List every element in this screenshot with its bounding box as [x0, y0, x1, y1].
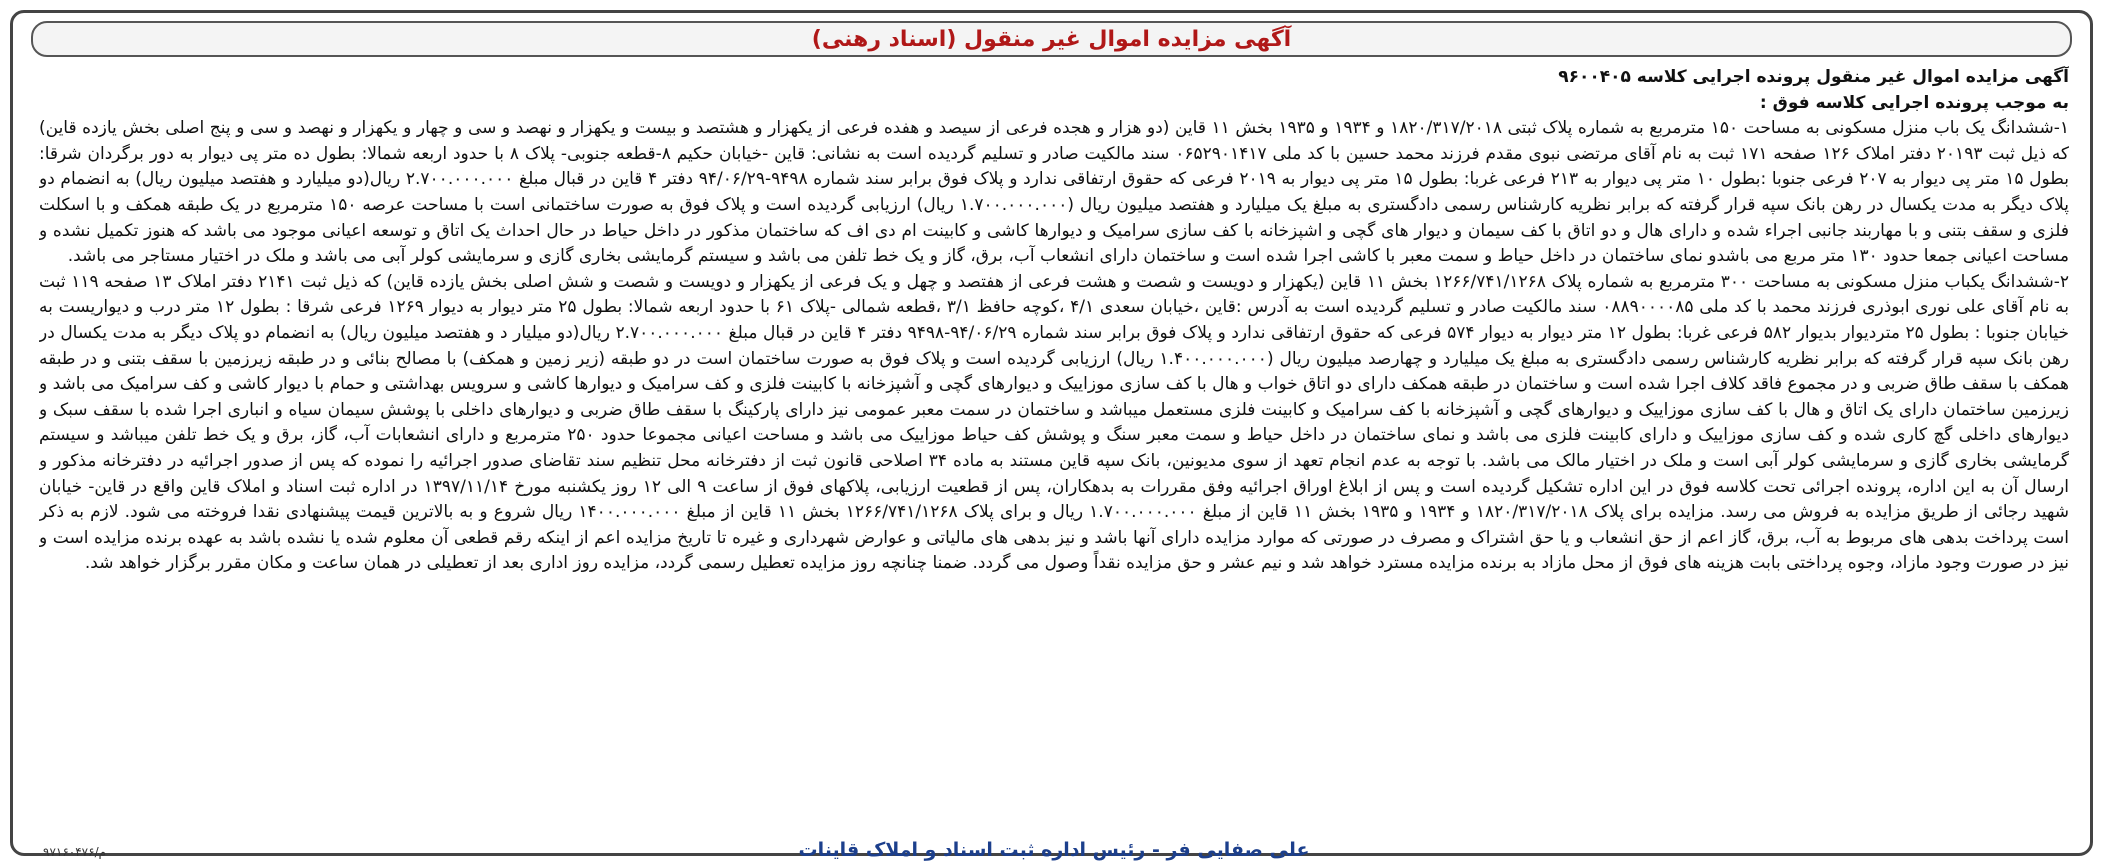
item-1-paragraph: ۱-ششدانگ یک باب منزل مسکونی به مساحت ۱۵۰ مترمربع به شماره پلاک ثبتی ۱۸۲۰/۳۱۷/۲۰۱۸ و ۱۹۳۴ و ۱۹۳۵ بخش ۱۱ قاین (دو هزار و هجده فرعی از سیصد و هفده فرعی از یکهزار و هشتصد و بیست و یکهزار و نهصد و سی و چهار و یکهزار و نهصد و سی و پنج اصلی بخش یازده قاین) که ذیل ثبت ۲۰۱۹۳ دفتر املاک ۱۲۶ صفحه ۱۷۱ ثبت به نام آقای مرتضی نبوی مقدم فرزند محمد حسین با کد ملی ۰۶۵۲۹۰۱۴۱۷ سند مالکیت صادر و تسلیم گردیده است به نشانی: قاین -خیابان حکیم ۸-قطعه جنوبی- پلاک ۸ با حدود اربعه شمالا: بطول ده متر پی دیوار به دور برگردان شرقا: بطول ۱۵ متر پی دیوار به ۲۰۷ فرعی جنوبا :بطول ۱۰ متر پی دیوار به ۲۱۳ فرعی غربا: بطول ۱۵ متر پی دیوار به ۲۰۱۹ فرعی که حقوق ارتفاقی ندارد و پلاک فوق برابر سند شماره ۹۴۹۸-۹۴/۰۶/۲۹ دفتر ۴ قاین در قبال مبلغ ۲.۷۰۰.۰۰۰.۰۰۰ ریال(دو میلیارد و هفتصد میلیون ریال) به انضمام دو پلاک دیگر به مدت یکسال در رهن بانک سپه قرار گرفته که برابر نظریه کارشناس رسمی دادگستری به مبلغ یک میلیارد و هفتصد میلیون ریال (۱.۷۰۰.۰۰۰.۰۰۰ ریال) ارزیابی گردیده است و پلاک فوق به صورت ساختمانی است با مساحت عرصه ۱۵۰ مترمربع در یک طبقه همکف و با اسکلت فلزی و سقف بتنی و با مهاربند جانبی اجراء شده و دارای هال و دو اتاق با کف سیمان و دیوار های گچی و اشپزخانه با کف سازی سرامیک و دیوارها کاشی و کابینت ام دی اف که ساختمان مذکور در داخل حیاط در حال احداث یک اتاق و توسعه اعیانی موجود می باشد که هنوز تکمیل نشده و مساحت اعیانی جمعا حدود ۱۳۰ متر مربع می باشدو نمای ساختمان در داخل حیاط و سمت معبر با کاشی اجرا شده است و ساختمان دارای انشعاب آب، برق، گاز و یک خط تلفن می باشد و سیستم گرمایشی بخاری گازی و سرمایشی کولر آبی می باشد و ملک در اختیار مستاجر می باشد.: [39, 118, 2069, 267]
intro-line-1: آگهی مزایده اموال غیر منقول پرونده اجرایی کلاسه ۹۶۰۰۴۰۵: [1558, 67, 2069, 87]
title-banner: [31, 21, 2072, 57]
intro-line-2: به موجب پرونده اجرایی کلاسه فوق :: [1759, 92, 2069, 113]
notice-title: آگهی مزایده اموال غیر منقول (اسناد رهنی): [811, 26, 1292, 52]
signature-row: [39, 839, 2069, 865]
notice-body: [39, 65, 2069, 840]
reference-code: م/۹۷۱۶۰۴۷۶: [43, 845, 107, 859]
notice-frame: [10, 10, 2093, 861]
item-2-paragraph: ۲-ششدانگ یکباب منزل مسکونی به مساحت ۳۰۰ مترمربع به شماره پلاک ۱۲۶۶/۷۴۱/۱۲۶۸ بخش ۱۱ قاین (یکهزار و دویست و شصت و هشت فرعی از هفتصد و چهل و یک فرعی از یکهزار و دویست و شصت و شش اصلی بخش یازده قاین) که ذیل ثبت ۲۱۴۱ دفتر املاک ۱۳ صفحه ۱۱۹ ثبت به نام آقای علی نوری ابوذری فرزند محمد با کد ملی ۰۸۸۹۰۰۰۰۸۵ سند مالکیت صادر و تسلیم گردیده است به آدرس :قاین ،خیابان سعدی ۴/۱ ،کوچه حافظ ۳/۱ ،قطعه شمالی -پلاک ۶۱ با حدود اربعه شمالا: بطول ۲۵ متر دیوار به دیوار ۱۲۶۹ فرعی شرقا : بطول ۱۲ متر درب و دیواریست به خیابان جنوبا : بطول ۲۵ متردیوار بدیوار ۵۸۲ فرعی غربا: بطول ۱۲ متر دیوار به دیوار ۵۷۴ فرعی که حقوق ارتفاقی ندارد و پلاک فوق برابر سند شماره ۹۴/۰۶/۲۹-۹۴۹۸ دفتر ۴ قاین در قبال مبلغ ۲.۷۰۰.۰۰۰.۰۰۰ ریال(دو میلیار د و هفتصد میلیون ریال) به انضمام دو پلاک دیگر به مدت یکسال در رهن بانک سپه قرار گرفته که برابر نظریه کارشناس رسمی دادگستری به مبلغ یک میلیارد و چهارصد میلیون ریال (۱.۴۰۰.۰۰۰.۰۰۰ ریال) ارزیابی گردیده است و پلاک فوق به صورت ساختمان است در دو طبقه (زیر زمین و همکف) با مصالح بنائی و در طبقه زیرزمین با سقف بتنی و در طبقه همکف با سقف طاق ضربی و در مجموع فاقد کلاف اجرا شده است و ساختمان در طبقه همکف دارای دو اتاق خواب و هال با کف سازی موزاییک و دیوارهای گچی و آشپزخانه با کابینت فلزی و کف سرامیک و دیوارها کاشی و سرویس بهداشتی و حمام با دیوار کاشی و کف سرامیک می باشد و زیرزمین ساختمان دارای یک اتاق و هال با کف سازی موزاییک و دیوارهای گچی و آشپزخانه با کف سرامیک و کابینت فلزی مستعمل میباشد و ساختمان در سمت معبر عمومی نیز دارای پارکینگ با سقف طاق ضربی و دیوارهای داخلی با پوشش سیمان سیاه و انباری اجرا شده با سقف سبک و دیوارهای داخلی گچ کاری شده و کف سازی موزاییک و دارای کابینت فلزی می باشد و نمای ساختمان در داخل حیاط و سمت معبر سنگ و پوشش کف حیاط موزاییک می باشد و مساحت اعیانی مجموعا حدود ۲۵۰ مترمربع و دارای انشعابات آب، گاز، برق و یک خط تلفن میباشد و سیستم گرمایشی بخاری گازی و سرمایشی کولر آبی است و ملک در اختیار مالک می باشد. با توجه به عدم انجام تعهد از سوی مدیونین، بانک سپه قاین مستند به ماده ۳۴ اصلاحی قانون ثبت از دفترخانه محل تنظیم سند تقاضای صدور اجرائیه را نموده که پس از صدور اجرائیه در دفترخانه مذکور و ارسال آن به این اداره، پرونده اجرائی تحت کلاسه فوق در این اداره تشکیل گردیده است و پس از ابلاغ اوراق اجرائیه وفق مقررات به بدهکاران، پس از قطعیت ارزیابی، پلاکهای فوق از ساعت ۹ الی ۱۲ روز یکشنبه مورخ ۱۳۹۷/۱۱/۱۴ در اداره ثبت اسناد و املاک قاین واقع در قاین- خیابان شهید رجائی از طریق مزایده به فروش می رسد. مزایده برای پلاک ۱۸۲۰/۳۱۷/۲۰۱۸ و ۱۹۳۴ و ۱۹۳۵ بخش ۱۱ قاین از مبلغ ۱.۷۰۰.۰۰۰.۰۰۰ ریال و برای پلاک ۱۲۶۶/۷۴۱/۱۲۶۸ بخش ۱۱ قاین از مبلغ ۱۴۰۰.۰۰۰.۰۰۰ ریال شروع و به بالاترین قیمت پیشنهادی نقدا فروخته می شود. لازم به ذکر است پرداخت بدهی های مربوط به آب، برق، گاز اعم از حق انشعاب و یا حق اشتراک و مصرف در صورتی که موارد مزایده دارای آنها باشد و نیز بدهی های مالیاتی و عوارض شهرداری و غیره تا تاریخ مزایده اعم از اینکه رقم قطعی آن معلوم شده یا نشده باشد به عهده برنده مزایده است و نیز در صورت وجود مازاد، وجوه پرداختی بابت هزینه های فوق از محل مازاد به برنده مزایده مسترد خواهد شد و نیم عشر و حق مزایده نقداً وصول می گردد. ضمنا چنانچه روز مزایده تعطیل رسمی گردد، مزایده روز اداری بعد از تعطیلی در همان ساعت و مکان مقرر برگزار خواهد شد.: [39, 271, 2069, 574]
signature: علی صفایی فر - رئیس اداره ثبت اسناد و املاک قاینات: [798, 839, 1310, 861]
